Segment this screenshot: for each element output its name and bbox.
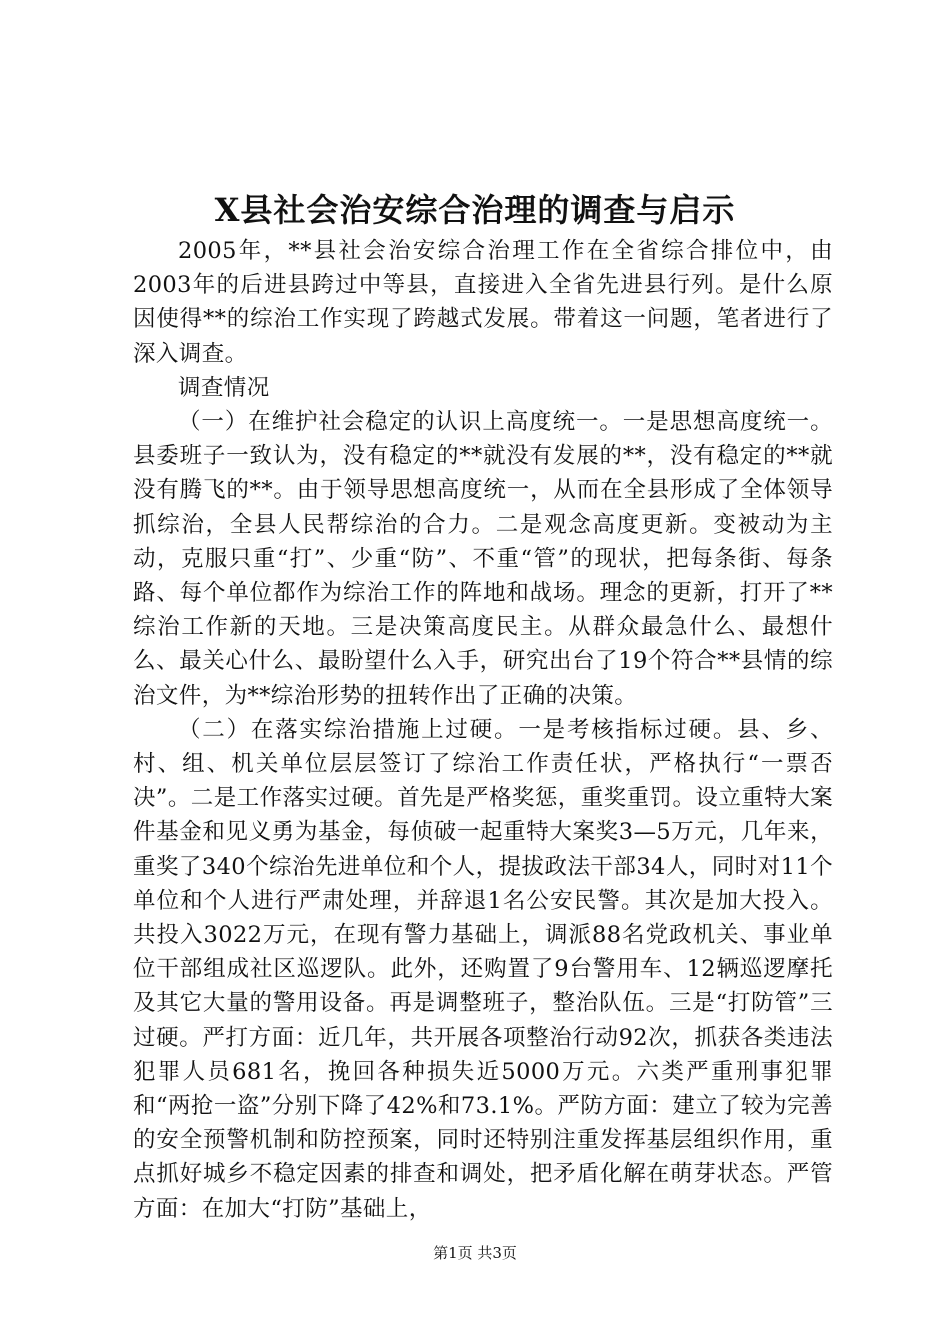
- paragraph-section-2: （二）在落实综治措施上过硬。一是考核指标过硬。县、乡、村、组、机关单位层层签订了综治工作责任状，严格执行“一票否决”。二是工作落实过硬。首先是严格奖惩，重奖重罚。设立重特大案件基金和见义勇为基金，每侦破一起重特大案奖3—5万元，几年来，重奖了340个综治先进单位和个人，提拔政法干部34人，同时对11个单位和个人进行严肃处理，并辞退1名公安民警。其次是加大投入。共投入3022万元，在现有警力基础上，调派88名党政机关、事业单位干部组成社区巡逻队。此外，还购置了9台警用车、12辆巡逻摩托及其它大量的警用设备。再是调整班子，整治队伍。三是“打防管”三过硬。严打方面：近几年，共开展各项整治行动92次，抓获各类违法犯罪人员681名，挽回各种损失近5000万元。六类严重刑事犯罪和“两抢一盗”分别下降了42%和73.1%。严防方面：建立了较为完善的安全预警机制和防控预案，同时还特别注重发挥基层组织作用，重点抓好城乡不稳定因素的排查和调处，把矛盾化解在萌芽状态。严管方面：在加大“打防”基础上，: [133, 716, 833, 1222]
- document-title: X县社会治安综合治理的调查与启示: [214, 191, 736, 229]
- paragraph-intro: 2005年，**县社会治安综合治理工作在全省综合排位中，由2003年的后进县跨过中等县，直接进入全省先进县行列。是什么原因使得**的综治工作实现了跨越式发展。带着这一问题，笔者进行了深入调查。: [133, 238, 833, 367]
- section-heading: 调查情况: [178, 374, 270, 401]
- document-body: [133, 234, 833, 1226]
- page-number-footer: 第1页 共3页: [433, 1244, 517, 1262]
- paragraph-section-1: （一）在维护社会稳定的认识上高度统一。一是思想高度统一。县委班子一致认为，没有稳定的**就没有发展的**，没有稳定的**就没有腾飞的**。由于领导思想高度统一，从而在全县形成了全体领导抓综治，全县人民帮综治的合力。二是观念高度更新。变被动为主动，克服只重“打”、少重“防”、不重“管”的现状，把每条街、每条路、每个单位都作为综治工作的阵地和战场。理念的更新，打开了**综治工作新的天地。三是决策高度民主。从群众最急什么、最想什么、最关心什么、最盼望什么入手，研究出台了19个符合**县情的综治文件，为**综治形势的扭转作出了正确的决策。: [133, 409, 833, 709]
